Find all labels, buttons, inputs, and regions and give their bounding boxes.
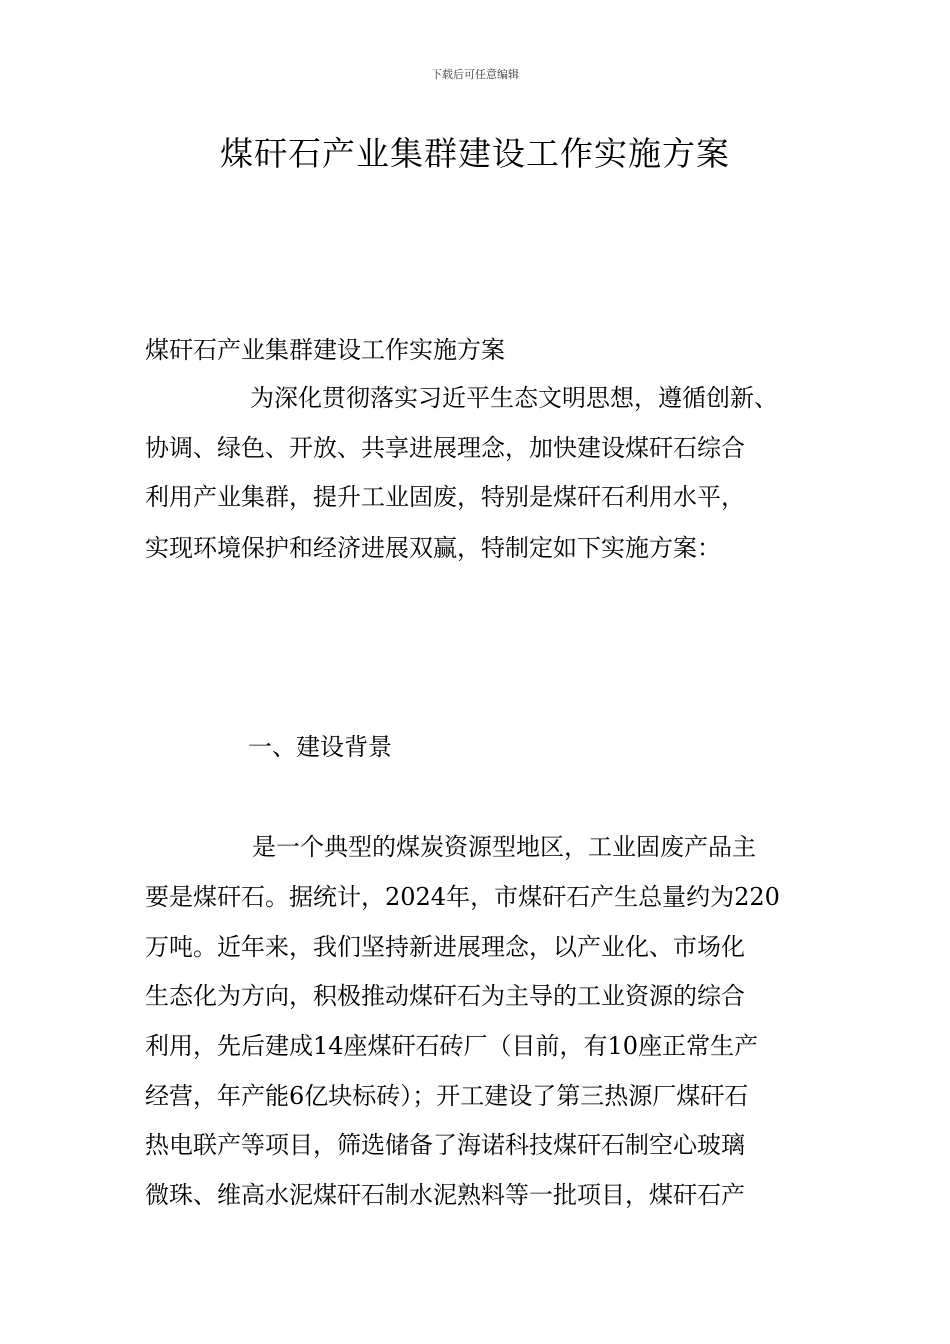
body-line: 是一个典型的煤炭资源型地区，工业固废产品主 (252, 833, 756, 861)
intro-line: 为深化贯彻落实习近平生态文明思想，遵循创新、 (250, 384, 778, 412)
body-line: 要是煤矸石。据统计，2024年，市煤矸石产生总量约为220 (145, 883, 780, 911)
body-line: 热电联产等项目，筛选储备了海诺科技煤矸石制空心玻璃 (145, 1131, 745, 1159)
body-line: 生态化为方向，积极推动煤矸石为主导的工业资源的综合 (145, 982, 745, 1010)
body-line: 万吨。近年来，我们坚持新进展理念，以产业化、市场化 (145, 933, 745, 961)
subtitle: 煤矸石产业集群建设工作实施方案 (145, 336, 505, 364)
intro-line: 协调、绿色、开放、共享进展理念，加快建设煤矸石综合 (145, 434, 745, 462)
document-title: 煤矸石产业集群建设工作实施方案 (220, 134, 730, 173)
body-line: 利用，先后建成14座煤矸石砖厂（目前，有10座正常生产 (145, 1032, 759, 1060)
body-line: 微珠、维高水泥煤矸石制水泥熟料等一批项目，煤矸石产 (145, 1181, 745, 1209)
intro-line: 利用产业集群，提升工业固废，特别是煤矸石利用水平， (145, 483, 745, 511)
header-note: 下载后可任意编辑 (431, 68, 519, 81)
intro-line: 实现环境保护和经济进展双赢，特制定如下实施方案： (145, 534, 721, 562)
section-heading: 一、建设背景 (248, 733, 392, 761)
body-line: 经营，年产能6亿块标砖）；开工建设了第三热源厂煤矸石 (145, 1082, 749, 1110)
